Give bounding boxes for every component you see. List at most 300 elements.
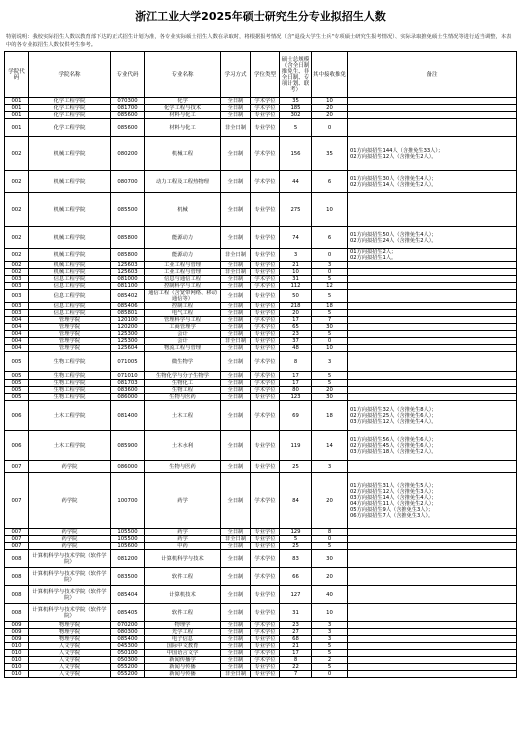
major-code-cell: 105500 [111, 529, 145, 536]
table-row [5, 568, 517, 586]
college-name-cell: 管理学院 [29, 345, 111, 352]
college-name-cell: 信息工程学院 [29, 276, 111, 283]
college-name-cell: 人文学院 [29, 657, 111, 664]
degree-type-cell: 专业学位 [251, 643, 280, 650]
study-mode-cell: 全日制 [221, 317, 251, 324]
table-row [5, 105, 517, 112]
college-name-cell: 化学工程学院 [29, 119, 111, 137]
total-quota-cell: 66 [280, 568, 312, 586]
major-name-cell: 土木工程 [145, 401, 221, 431]
major-code-cell: 055200 [111, 671, 145, 678]
remarks-cell [348, 387, 517, 394]
remarks-cell [348, 269, 517, 276]
recommended-cell: 10 [312, 604, 348, 622]
major-name-cell: 机械工程 [145, 137, 221, 171]
study-mode-cell: 全日制 [221, 112, 251, 119]
degree-type-cell: 专业学位 [251, 431, 280, 461]
recommended-cell: 0 [312, 536, 348, 543]
major-name-cell: 物流工程与管理 [145, 345, 221, 352]
study-mode-cell: 全日制 [221, 629, 251, 636]
degree-type-cell: 专业学位 [251, 345, 280, 352]
degree-type-cell: 学术学位 [251, 276, 280, 283]
table-row [5, 671, 517, 678]
recommended-cell: 3 [312, 636, 348, 643]
study-mode-cell: 全日制 [221, 331, 251, 338]
college-code-cell: 005 [5, 352, 29, 372]
total-quota-cell: 7 [280, 671, 312, 678]
degree-type-cell: 学术学位 [251, 137, 280, 171]
college-code-cell: 001 [5, 98, 29, 105]
remarks-cell: 01方向拟招生50人（含推免生4人）； 02方向拟招生24人（含推免生2人）。 [348, 227, 517, 249]
table-row [5, 269, 517, 276]
recommended-cell: 14 [312, 431, 348, 461]
college-code-cell: 007 [5, 536, 29, 543]
header-college-code: 学院代码 [5, 52, 29, 98]
remarks-cell [348, 586, 517, 604]
degree-type-cell: 专业学位 [251, 543, 280, 550]
major-name-cell: 光学工程 [145, 629, 221, 636]
college-name-cell: 土木工程学院 [29, 431, 111, 461]
remarks-cell [348, 461, 517, 473]
college-code-cell: 004 [5, 338, 29, 345]
recommended-cell: 20 [312, 112, 348, 119]
recommended-cell: 5 [312, 331, 348, 338]
study-mode-cell: 全日制 [221, 394, 251, 401]
header-college-name: 学院名称 [29, 52, 111, 98]
table-row [5, 650, 517, 657]
major-code-cell: 105500 [111, 536, 145, 543]
recommended-cell: 3 [312, 629, 348, 636]
total-quota-cell: 31 [280, 604, 312, 622]
college-code-cell: 003 [5, 290, 29, 303]
recommended-cell: 5 [312, 290, 348, 303]
college-code-cell: 006 [5, 401, 29, 431]
major-code-cell: 081200 [111, 550, 145, 568]
recommended-cell: 5 [312, 310, 348, 317]
college-code-cell: 009 [5, 629, 29, 636]
table-row [5, 529, 517, 536]
major-name-cell: 软件工程 [145, 568, 221, 586]
remarks-cell [348, 372, 517, 380]
degree-type-cell: 专业学位 [251, 586, 280, 604]
total-quota-cell: 31 [280, 276, 312, 283]
major-name-cell: 电气工程 [145, 310, 221, 317]
recommended-cell: 35 [312, 137, 348, 171]
recommended-cell: 30 [312, 324, 348, 331]
study-mode-cell: 全日制 [221, 568, 251, 586]
major-code-cell: 055200 [111, 664, 145, 671]
recommended-cell: 12 [312, 283, 348, 290]
total-quota-cell: 156 [280, 137, 312, 171]
major-code-cell: 083500 [111, 568, 145, 586]
table-row [5, 171, 517, 193]
major-code-cell: 070300 [111, 98, 145, 105]
total-quota-cell: 69 [280, 401, 312, 431]
table-row [5, 119, 517, 137]
major-code-cell: 120100 [111, 317, 145, 324]
major-code-cell: 085405 [111, 604, 145, 622]
header-total-quota: 硕士总规模（含全日制推免生、非全日制、专项计划、联考） [280, 52, 312, 98]
total-quota-cell: 35 [280, 98, 312, 105]
total-quota-cell: 10 [280, 269, 312, 276]
college-name-cell: 药学院 [29, 543, 111, 550]
degree-type-cell: 专业学位 [251, 310, 280, 317]
college-name-cell: 药学院 [29, 529, 111, 536]
major-name-cell: 化学 [145, 98, 221, 105]
college-name-cell: 化学工程学院 [29, 98, 111, 105]
table-row [5, 324, 517, 331]
major-code-cell: 085406 [111, 303, 145, 310]
total-quota-cell: 5 [280, 119, 312, 137]
recommended-cell: 30 [312, 394, 348, 401]
degree-type-cell: 专业学位 [251, 331, 280, 338]
major-name-cell: 化学工程与技术 [145, 105, 221, 112]
major-name-cell: 工商管理学 [145, 324, 221, 331]
total-quota-cell: 80 [280, 387, 312, 394]
recommended-cell: 3 [312, 622, 348, 629]
college-name-cell: 管理学院 [29, 331, 111, 338]
study-mode-cell: 全日制 [221, 105, 251, 112]
recommended-cell: 6 [312, 227, 348, 249]
header-remarks: 备注 [348, 52, 517, 98]
major-name-cell: 信息与通信工程 [145, 276, 221, 283]
major-name-cell: 药学 [145, 473, 221, 529]
major-code-cell: 081000 [111, 276, 145, 283]
college-code-cell: 007 [5, 543, 29, 550]
major-name-cell: 会计 [145, 331, 221, 338]
study-mode-cell: 全日制 [221, 372, 251, 380]
college-code-cell: 003 [5, 310, 29, 317]
study-mode-cell: 全日制 [221, 324, 251, 331]
major-name-cell: 会计 [145, 338, 221, 345]
study-mode-cell: 全日制 [221, 461, 251, 473]
table-row [5, 629, 517, 636]
college-code-cell: 001 [5, 119, 29, 137]
recommended-cell: 3 [312, 262, 348, 269]
degree-type-cell: 学术学位 [251, 317, 280, 324]
major-name-cell: 新闻传播学 [145, 657, 221, 664]
study-mode-cell: 全日制 [221, 543, 251, 550]
total-quota-cell: 83 [280, 550, 312, 568]
degree-type-cell: 学术学位 [251, 283, 280, 290]
major-code-cell: 085800 [111, 227, 145, 249]
table-row [5, 543, 517, 550]
major-code-cell: 085600 [111, 112, 145, 119]
remarks-cell [348, 283, 517, 290]
table-row [5, 303, 517, 310]
recommended-cell: 20 [312, 105, 348, 112]
remarks-cell [348, 543, 517, 550]
college-name-cell: 人文学院 [29, 643, 111, 650]
degree-type-cell: 学术学位 [251, 98, 280, 105]
recommended-cell: 5 [312, 650, 348, 657]
college-name-cell: 计算机科学与技术学院（软件学院） [29, 568, 111, 586]
major-code-cell: 085900 [111, 431, 145, 461]
degree-type-cell: 专业学位 [251, 461, 280, 473]
study-mode-cell: 全日制 [221, 657, 251, 664]
college-name-cell: 计算机科学与技术学院（软件学院） [29, 586, 111, 604]
recommended-cell: 18 [312, 401, 348, 431]
total-quota-cell: 8 [280, 657, 312, 664]
admissions-table [4, 51, 517, 678]
college-name-cell: 机械工程学院 [29, 227, 111, 249]
total-quota-cell: 5 [280, 536, 312, 543]
remarks-cell: 01方向拟招生56人（含推免生6人）； 02方向拟招生45人（含推免生6人）； 03方向拟招生18人（含推免生2人）。 [348, 431, 517, 461]
major-code-cell: 085800 [111, 249, 145, 262]
college-name-cell: 人文学院 [29, 664, 111, 671]
major-name-cell: 生物工程 [145, 387, 221, 394]
college-name-cell: 管理学院 [29, 324, 111, 331]
header-study-mode: 学习方式 [221, 52, 251, 98]
degree-type-cell: 专业学位 [251, 394, 280, 401]
degree-type-cell: 专业学位 [251, 249, 280, 262]
college-code-cell: 010 [5, 643, 29, 650]
total-quota-cell: 129 [280, 529, 312, 536]
recommended-cell: 0 [312, 269, 348, 276]
college-code-cell: 008 [5, 604, 29, 622]
remarks-cell [348, 331, 517, 338]
total-quota-cell: 275 [280, 193, 312, 227]
study-mode-cell: 全日制 [221, 550, 251, 568]
college-name-cell: 人文学院 [29, 671, 111, 678]
college-name-cell: 生物工程学院 [29, 352, 111, 372]
major-name-cell: 药学 [145, 536, 221, 543]
table-row [5, 290, 517, 303]
major-code-cell: 050100 [111, 650, 145, 657]
table-row [5, 112, 517, 119]
college-code-cell: 009 [5, 636, 29, 643]
recommended-cell: 5 [312, 372, 348, 380]
header-major-name: 专业名称 [145, 52, 221, 98]
table-row [5, 643, 517, 650]
major-name-cell: 工业工程与管理 [145, 269, 221, 276]
remarks-cell [348, 380, 517, 387]
major-code-cell: 125603 [111, 262, 145, 269]
college-code-cell: 002 [5, 193, 29, 227]
major-code-cell: 085402 [111, 290, 145, 303]
major-code-cell: 081700 [111, 105, 145, 112]
college-code-cell: 005 [5, 372, 29, 380]
recommended-cell: 5 [312, 276, 348, 283]
major-code-cell: 081100 [111, 283, 145, 290]
total-quota-cell: 23 [280, 331, 312, 338]
remarks-cell [348, 643, 517, 650]
major-name-cell: 中药 [145, 543, 221, 550]
remarks-cell [348, 290, 517, 303]
recommended-cell: 3 [312, 352, 348, 372]
recommended-cell: 0 [312, 338, 348, 345]
major-name-cell: 生物化学与分子生物学 [145, 372, 221, 380]
study-mode-cell: 全日制 [221, 380, 251, 387]
table-row [5, 622, 517, 629]
major-code-cell: 085404 [111, 586, 145, 604]
total-quota-cell: 127 [280, 586, 312, 604]
remarks-cell: 01方向拟招生30人（含推免生4人）； 02方向拟招生14人（含推免生2人）。 [348, 171, 517, 193]
study-mode-cell: 全日制 [221, 290, 251, 303]
college-code-cell: 002 [5, 227, 29, 249]
remarks-cell [348, 276, 517, 283]
college-code-cell: 010 [5, 650, 29, 657]
table-row [5, 401, 517, 431]
college-name-cell: 机械工程学院 [29, 249, 111, 262]
total-quota-cell: 17 [280, 650, 312, 657]
recommended-cell: 5 [312, 380, 348, 387]
remarks-cell [348, 98, 517, 105]
degree-type-cell: 学术学位 [251, 387, 280, 394]
recommended-cell: 3 [312, 461, 348, 473]
remarks-cell [348, 338, 517, 345]
recommended-cell: 2 [312, 657, 348, 664]
degree-type-cell: 学术学位 [251, 568, 280, 586]
study-mode-cell: 非全日制 [221, 269, 251, 276]
degree-type-cell: 专业学位 [251, 193, 280, 227]
degree-type-cell: 专业学位 [251, 636, 280, 643]
recommended-cell: 30 [312, 550, 348, 568]
college-code-cell: 007 [5, 529, 29, 536]
table-row [5, 352, 517, 372]
study-mode-cell: 全日制 [221, 643, 251, 650]
recommended-cell: 5 [312, 643, 348, 650]
total-quota-cell: 68 [280, 636, 312, 643]
study-mode-cell: 全日制 [221, 401, 251, 431]
total-quota-cell: 23 [280, 622, 312, 629]
major-code-cell: 125300 [111, 331, 145, 338]
study-mode-cell: 非全日制 [221, 249, 251, 262]
recommended-cell: 5 [312, 664, 348, 671]
major-name-cell: 药学 [145, 529, 221, 536]
degree-type-cell: 专业学位 [251, 604, 280, 622]
degree-type-cell: 学术学位 [251, 473, 280, 529]
college-code-cell: 002 [5, 262, 29, 269]
major-name-cell: 管理科学与工程 [145, 317, 221, 324]
table-row [5, 550, 517, 568]
table-row [5, 604, 517, 622]
college-name-cell: 化学工程学院 [29, 112, 111, 119]
college-code-cell: 002 [5, 137, 29, 171]
total-quota-cell: 302 [280, 112, 312, 119]
total-quota-cell: 48 [280, 345, 312, 352]
major-name-cell: 新闻与传播 [145, 664, 221, 671]
major-name-cell: 材料与化工 [145, 119, 221, 137]
college-name-cell: 机械工程学院 [29, 262, 111, 269]
remarks-cell [348, 112, 517, 119]
major-code-cell: 045300 [111, 643, 145, 650]
table-row [5, 431, 517, 461]
degree-type-cell: 学术学位 [251, 650, 280, 657]
table-row [5, 636, 517, 643]
college-code-cell: 001 [5, 105, 29, 112]
remarks-cell [348, 303, 517, 310]
degree-type-cell: 学术学位 [251, 105, 280, 112]
study-mode-cell: 非全日制 [221, 536, 251, 543]
degree-type-cell: 学术学位 [251, 629, 280, 636]
total-quota-cell: 65 [280, 324, 312, 331]
college-name-cell: 生物工程学院 [29, 372, 111, 380]
table-row [5, 380, 517, 387]
recommended-cell: 10 [312, 98, 348, 105]
major-code-cell: 085600 [111, 119, 145, 137]
college-code-cell: 005 [5, 387, 29, 394]
table-row [5, 283, 517, 290]
college-name-cell: 信息工程学院 [29, 303, 111, 310]
college-name-cell: 药学院 [29, 473, 111, 529]
table-row [5, 657, 517, 664]
remarks-cell [348, 529, 517, 536]
study-mode-cell: 全日制 [221, 352, 251, 372]
major-code-cell: 086000 [111, 394, 145, 401]
page-title: 浙江工业大学2025年硕士研究生分专业拟招生人数 [135, 10, 386, 23]
degree-type-cell: 学术学位 [251, 622, 280, 629]
study-mode-cell: 全日制 [221, 636, 251, 643]
study-mode-cell: 全日制 [221, 664, 251, 671]
recommended-cell: 20 [312, 473, 348, 529]
table-row [5, 372, 517, 380]
major-code-cell: 085500 [111, 193, 145, 227]
major-code-cell: 080700 [111, 171, 145, 193]
recommended-cell: 10 [312, 193, 348, 227]
table-row [5, 331, 517, 338]
college-name-cell: 机械工程学院 [29, 193, 111, 227]
study-mode-cell: 全日制 [221, 310, 251, 317]
remarks-cell [348, 657, 517, 664]
college-code-cell: 007 [5, 473, 29, 529]
remarks-cell [348, 664, 517, 671]
remarks-cell [348, 105, 517, 112]
college-name-cell: 计算机科学与技术学院（软件学院） [29, 604, 111, 622]
study-mode-cell: 全日制 [221, 345, 251, 352]
college-code-cell: 002 [5, 171, 29, 193]
college-code-cell: 003 [5, 276, 29, 283]
college-name-cell: 生物工程学院 [29, 387, 111, 394]
remarks-cell [348, 636, 517, 643]
major-code-cell: 080300 [111, 629, 145, 636]
total-quota-cell: 74 [280, 227, 312, 249]
total-quota-cell: 21 [280, 262, 312, 269]
study-mode-cell: 全日制 [221, 529, 251, 536]
header-recommended: 其中接收推免 [312, 52, 348, 98]
table-row [5, 586, 517, 604]
study-mode-cell: 全日制 [221, 193, 251, 227]
college-code-cell: 008 [5, 568, 29, 586]
total-quota-cell: 185 [280, 105, 312, 112]
total-quota-cell: 25 [280, 461, 312, 473]
total-quota-cell: 22 [280, 664, 312, 671]
table-body [5, 98, 517, 678]
remarks-cell [348, 550, 517, 568]
remarks-cell [348, 119, 517, 137]
major-name-cell: 微生物学 [145, 352, 221, 372]
college-code-cell: 010 [5, 664, 29, 671]
degree-type-cell: 专业学位 [251, 303, 280, 310]
college-name-cell: 人文学院 [29, 650, 111, 657]
remarks-cell [348, 568, 517, 586]
study-mode-cell: 全日制 [221, 227, 251, 249]
remarks-cell [348, 671, 517, 678]
table-header-row [5, 52, 517, 98]
header-major-code: 专业代码 [111, 52, 145, 98]
major-name-cell: 生物化工 [145, 380, 221, 387]
major-name-cell: 生物与医药 [145, 461, 221, 473]
table-row [5, 394, 517, 401]
study-mode-cell: 全日制 [221, 387, 251, 394]
major-name-cell: 机械 [145, 193, 221, 227]
major-name-cell: 能源动力 [145, 227, 221, 249]
major-code-cell: 125300 [111, 338, 145, 345]
remarks-cell [348, 629, 517, 636]
college-name-cell: 信息工程学院 [29, 310, 111, 317]
study-mode-cell: 全日制 [221, 262, 251, 269]
major-code-cell: 100700 [111, 473, 145, 529]
